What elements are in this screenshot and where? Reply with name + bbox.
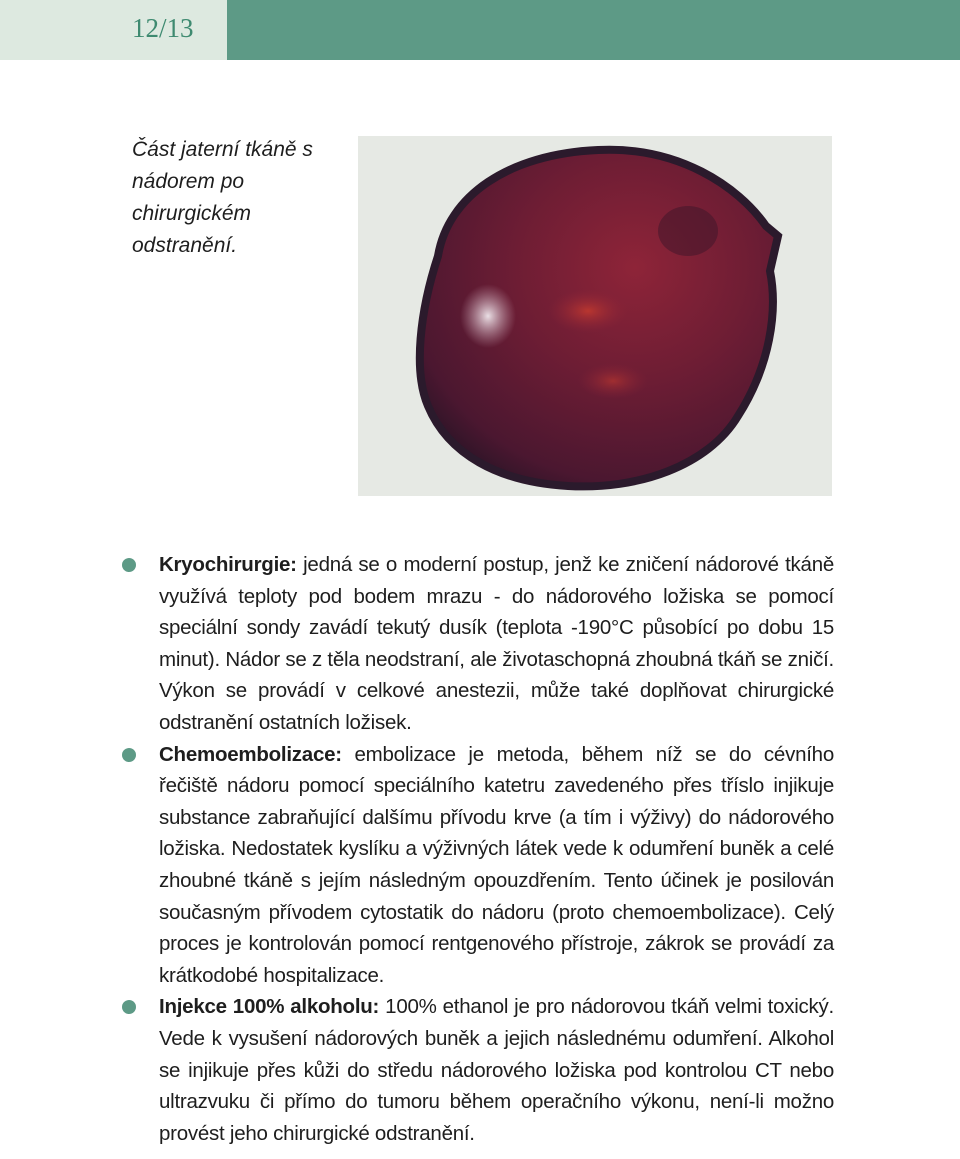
- bullet-icon: [122, 1000, 136, 1014]
- bullet-term: Kryochirurgie:: [159, 553, 297, 576]
- list-item: [122, 549, 834, 739]
- page-number: 12/13: [132, 13, 194, 43]
- treatment-list: [122, 549, 834, 1149]
- bullet-text: jedná se o moderní postup, jenž ke zničení nádorové tkáně využívá teploty pod bodem mrazu - do nádorového ložiska se pomocí speciální sondy zavádí tekutý dusík (teplota -190°C působící po dobu 15 minut). Nádor se z těla neodstraní, ale životaschopná zhoubná tkáň se zničí. Výkon se provádí v celkové anestezii, může také doplňovat chirurgické odstranění ostatních ložisek.: [159, 553, 834, 734]
- list-item: [122, 991, 834, 1149]
- bullet-term: Chemoembolizace:: [159, 742, 342, 766]
- bullet-icon: [122, 748, 136, 762]
- list-item: [122, 739, 834, 992]
- page-number-tab: [0, 0, 227, 60]
- bullet-term: Injekce 100% alkoholu:: [159, 995, 380, 1019]
- bullet-text: 100% ethanol je pro nádorovou tkáň velmi toxický. Vede k vysušení nádorových buněk a jejich následnému odumření. Alkohol se injikuje přes kůži do středu nádorového ložiska pod kontrolou CT nebo ultrazvuku či přímo do tumoru během operačního výkonu, není-li možno provést jeho chirurgické odstranění.: [159, 995, 835, 1145]
- bullet-text: embolizace je metoda, během níž se do cévního řečiště nádoru pomocí speciálního katetru zavedeného přes tříslo injikuje substance zabraňující dalšímu přívodu krve (a tím i výživy) do nádorového ložiska. Nedostatek kyslíku a výživných látek vede k odumření buněk a celé zhoubné tkáně s jejím následným opouzdřením. Tento účinek je posilován současným přívodem cytostatik do nádoru (proto chemoembolizace). Celý proces je kontrolován pomocí rentgenového přístroje, zákrok se provádí za krátkodobé hospitalizace.: [159, 742, 834, 987]
- figure-caption: Část jaterní tkáně s nádorem po chirurgickém odstranění.: [132, 138, 313, 257]
- liver-tissue-photo: [358, 136, 832, 496]
- bullet-icon: [122, 558, 136, 572]
